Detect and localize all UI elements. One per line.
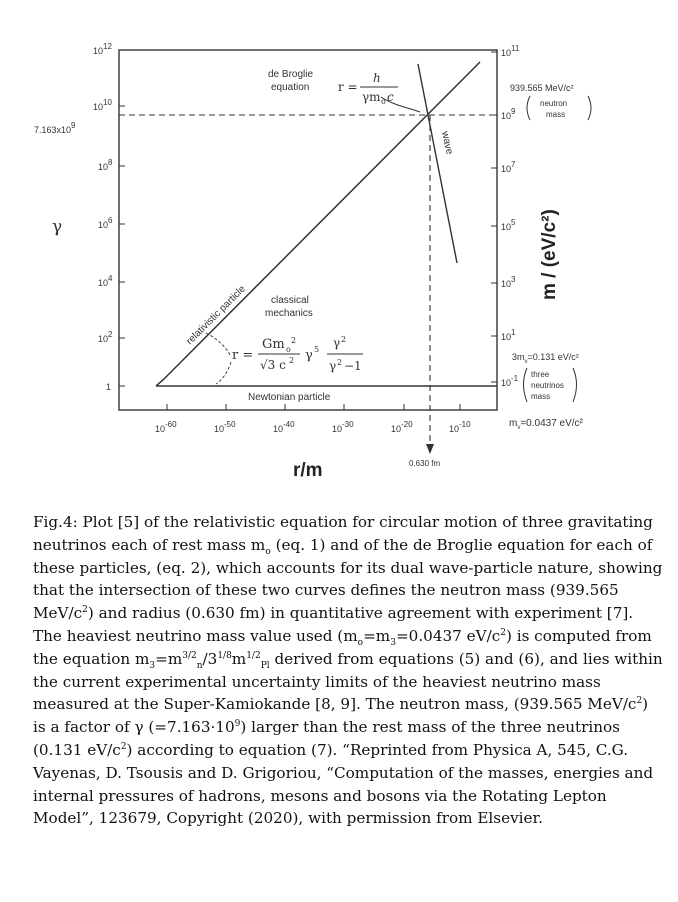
- bottom-tick-label: 10-10: [449, 420, 471, 434]
- svg-text:Gm: Gm: [262, 337, 285, 352]
- left-tick-label: 1012: [93, 42, 112, 56]
- svg-text:5: 5: [314, 345, 320, 354]
- relativistic-equation: [232, 335, 363, 373]
- svg-text:γ: γ: [333, 336, 341, 350]
- three-neutrino-label: three: [531, 370, 550, 379]
- x-axis-title: r/m: [293, 460, 323, 481]
- left-marker-label: 7.163x109: [34, 121, 76, 135]
- svg-text:2: 2: [289, 356, 295, 365]
- three-neutrino-mass-value: $3m_v=0.131$ eV/c²: [512, 352, 579, 365]
- gamma-axis-label: γ: [52, 217, 63, 237]
- svg-text:γ: γ: [305, 348, 313, 363]
- svg-text:2: 2: [341, 335, 347, 344]
- svg-text:h: h: [373, 71, 381, 85]
- figure-caption: Fig.4: Plot [5] of the relativistic equation for circular motion of three gravitating neutrinos each of rest mass $m_o$ (eq. 1) and of the de Broglie equation for each of these particles, (eq. 2), which accounts for its dual wave-particle nature, showing that the intersection of these two curves defines the neutron mass (939.565 MeV/$c^2$) and radius (0.630 fm) in quantitative agreement with experiment [7]. The heaviest neutrino mass value used ($m_o=m_3=0.0437$ $eV/c^2$) is computed from the equation $m_3=m^{3/2}_n/3^{1/8}m^{1/2}_{Pl}$ derived from equations (5) and (6), and lies within the current experimental uncertainty limits of the heaviest neutrino mass measured at the Super-Kamiokande [8, 9]. The neutron mass, (939.565 MeV/$c^2$) is a factor of γ $(=7.163\cdot 10^9)$ larger than the rest mass of the three neutrinos (0.131 $eV/c^2$) according to equation (7). “Reprinted from Physica A, 545, C.G. Vayenas, D. Tsousis and D. Grigoriou, “Computation of the masses, energies and internal pressures of hadrons, mesons and bosons via the Rotating Lepton Model”, 123679, Copyright (2020), with permission from Elsevier.: [33, 513, 663, 828]
- left-tick-label: 1: [106, 382, 112, 392]
- svg-text:r =: r =: [232, 348, 254, 363]
- left-tick-label: 1010: [93, 98, 112, 112]
- de-broglie-label: equation: [271, 82, 310, 93]
- left-tick-label: 106: [98, 216, 113, 230]
- svg-text:r =: r =: [338, 80, 358, 94]
- bottom-tick-label: 10-40: [273, 420, 295, 434]
- bottom-tick-label: 10-30: [332, 420, 354, 434]
- neutron-mass-value: 939.565 MeV/c²: [510, 83, 574, 93]
- left-tick-label: 102: [98, 330, 113, 344]
- three-neutrino-label: neutrinos: [531, 381, 564, 390]
- right-tick-label: 103: [501, 275, 516, 289]
- right-tick-labels: [501, 44, 520, 388]
- right-tick-label: 105: [501, 218, 516, 232]
- right-tick-label: 101: [501, 328, 516, 342]
- neutron-radius-label: 0.630 fm: [409, 459, 441, 468]
- right-tick-label: 10-1: [501, 374, 519, 388]
- svg-text:γm: γm: [362, 90, 381, 104]
- bottom-tick-labels: [155, 420, 471, 434]
- left-tick-labels: [34, 42, 113, 392]
- de-broglie-wave-line: [418, 64, 457, 263]
- svg-text:o: o: [381, 97, 386, 106]
- left-axis: [119, 50, 125, 386]
- relativistic-particle-curve: [156, 62, 480, 386]
- three-neutrino-label: mass: [531, 392, 551, 401]
- arrow-down-icon: [426, 444, 434, 454]
- bottom-tick-label: 10-20: [391, 420, 413, 434]
- right-tick-label: 109: [501, 107, 516, 121]
- left-tick-label: 108: [98, 158, 113, 172]
- right-tick-label: 1011: [501, 44, 520, 58]
- right-axis: [491, 52, 497, 382]
- classical-mechanics-label: mechanics: [265, 308, 313, 319]
- de-broglie-label: de Broglie: [268, 69, 314, 80]
- newtonian-particle-label: Newtonian particle: [248, 392, 331, 403]
- bottom-tick-label: 10-50: [214, 420, 236, 434]
- neutron-mass-label: neutron: [540, 99, 568, 108]
- bottom-tick-label: 10-60: [155, 420, 177, 434]
- svg-text:2: 2: [291, 336, 297, 345]
- right-tick-label: 107: [501, 160, 516, 174]
- dashed-pointer: [216, 362, 231, 384]
- wave-label: wave: [439, 130, 455, 156]
- right-axis-title: m / (eV/c²): [539, 209, 560, 300]
- left-tick-label: 104: [98, 274, 113, 288]
- dashed-pointer: [206, 333, 231, 357]
- classical-mechanics-label: classical: [271, 295, 309, 306]
- bottom-axis: [167, 404, 460, 410]
- svg-text:2: 2: [337, 358, 343, 367]
- relativistic-particle-label: relativistic particle: [184, 283, 248, 348]
- svg-text:√3 c: √3 c: [260, 358, 286, 372]
- svg-text:γ: γ: [329, 359, 337, 373]
- neutron-mass-label: mass: [546, 110, 566, 119]
- neutrino-mass-value: $m_v=0.0437$ eV/c²: [509, 418, 583, 431]
- svg-text:o: o: [286, 345, 291, 354]
- svg-text:c: c: [387, 90, 394, 104]
- svg-text:−1: −1: [344, 359, 362, 373]
